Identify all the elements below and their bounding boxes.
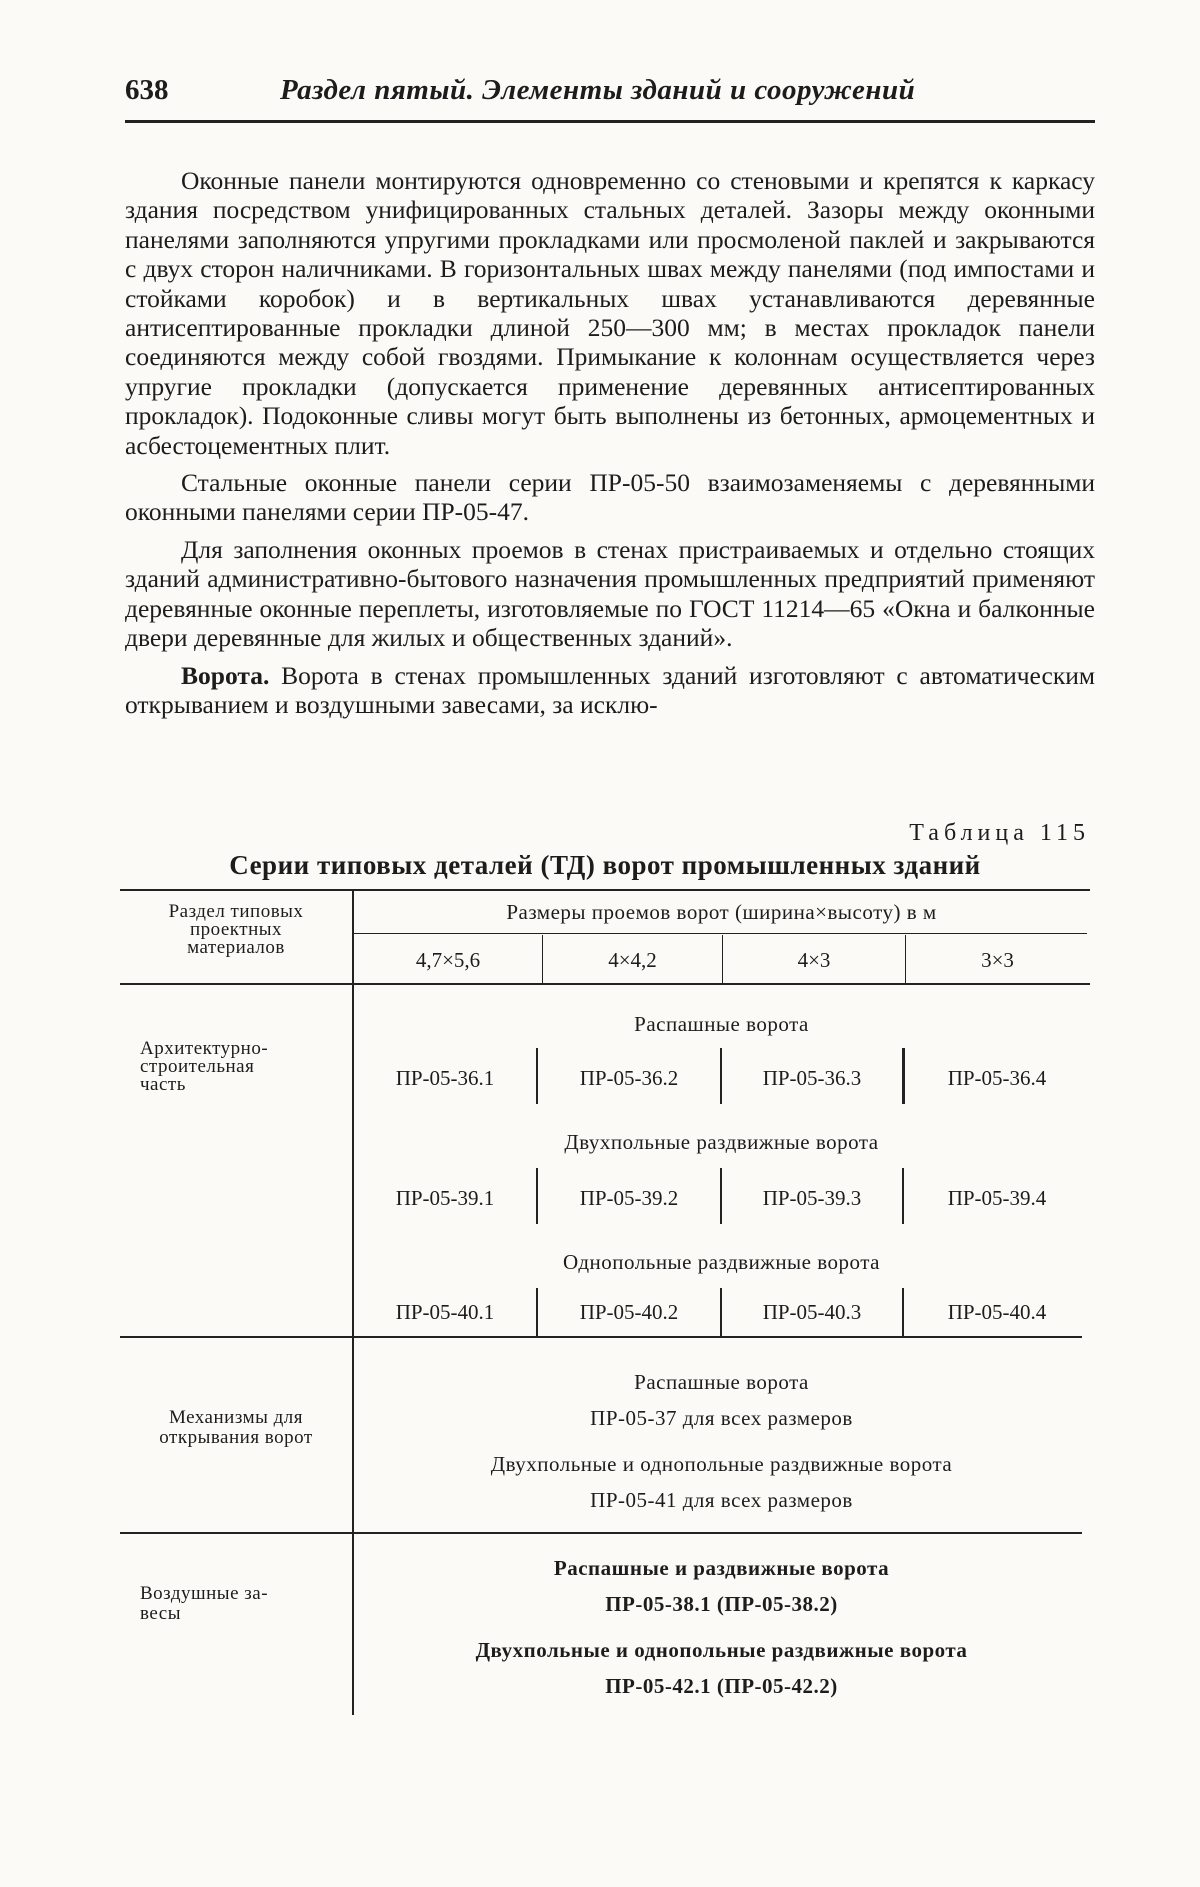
code-cell: ПР-05-36.4 bbox=[947, 1066, 1047, 1090]
group-title-double-sliding: Двухпольные раздвижные ворота bbox=[564, 1130, 879, 1154]
section-name-architectural bbox=[140, 1040, 340, 1094]
gates-lead: Ворота. bbox=[181, 660, 270, 690]
table-caption: Таблица 115 bbox=[909, 820, 1090, 846]
code-cell: ПР-05-39.4 bbox=[947, 1186, 1047, 1210]
col0-header-line: Раздел типовых bbox=[168, 901, 304, 922]
size-header: 4×3 bbox=[797, 948, 831, 972]
code-cell: ПР-05-40.2 bbox=[579, 1300, 679, 1324]
header-sub-rule bbox=[352, 933, 1087, 934]
code-divider bbox=[902, 1288, 904, 1336]
air-curtains-line: ПР-05-38.1 (ПР-05-38.2) bbox=[605, 1592, 838, 1616]
size-header: 4×4,2 bbox=[608, 948, 657, 972]
table-title: Серии типовых деталей (ТД) ворот промышленных зданий bbox=[229, 850, 981, 880]
section-name-mechanisms bbox=[120, 1408, 352, 1448]
paragraph-gates bbox=[125, 661, 1095, 720]
running-header bbox=[125, 70, 1095, 123]
mechanisms-line: ПР-05-37 для всех размеров bbox=[590, 1406, 853, 1430]
code-divider bbox=[902, 1168, 904, 1224]
section-rule-2 bbox=[120, 1532, 1082, 1534]
air-curtains-line: Распашные и раздвижные ворота bbox=[553, 1556, 890, 1580]
code-cell: ПР-05-36.2 bbox=[579, 1066, 679, 1090]
header-bottom-rule bbox=[120, 983, 1090, 985]
code-cell: ПР-05-40.4 bbox=[947, 1300, 1047, 1324]
code-cell: ПР-05-40.1 bbox=[395, 1300, 495, 1324]
section-name-line: Воздушные за- bbox=[140, 1583, 269, 1604]
col0-header-line: проектных bbox=[189, 919, 283, 940]
code-cell: ПР-05-39.2 bbox=[579, 1186, 679, 1210]
mechanisms-line: ПР-05-41 для всех размеров bbox=[590, 1488, 853, 1512]
group-title-swing: Распашные ворота bbox=[634, 1012, 809, 1036]
col0-header bbox=[120, 903, 352, 957]
code-cell: ПР-05-36.1 bbox=[395, 1066, 495, 1090]
section-name-line: открывания ворот bbox=[159, 1427, 313, 1448]
section-name-line: Архитектурно- bbox=[140, 1038, 269, 1059]
section-name-air-curtains bbox=[140, 1584, 340, 1624]
size-header: 4,7×5,6 bbox=[415, 948, 481, 972]
gates-text: Ворота в стенах промышленных зданий изготовляют с автоматическим открыванием и воздушными завесами, за исклю- bbox=[125, 660, 1095, 719]
code-cell: ПР-05-36.3 bbox=[762, 1066, 862, 1090]
page-number: 638 bbox=[125, 74, 169, 106]
mechanisms-line: Двухпольные и однопольные раздвижные ворота bbox=[490, 1452, 953, 1476]
section-name-line: весы bbox=[140, 1603, 181, 1624]
size-group-header: Размеры проемов ворот (ширина×высоту) в м bbox=[506, 900, 937, 924]
body-text bbox=[125, 166, 1095, 727]
mechanisms-line: Распашные ворота bbox=[634, 1370, 809, 1394]
code-cell: ПР-05-39.3 bbox=[762, 1186, 862, 1210]
table-top-rule bbox=[120, 889, 1090, 891]
paragraph-window-filling: Для заполнения оконных проемов в стенах пристраиваемых и отдельно стоящих зданий административно-бытового назначения промышленных предприятий применяют деревянные оконные переплеты, изготовляемые по ГОСТ 11214—65 «Окна и балконные двери деревянные для жилых и общественных зданий». bbox=[125, 534, 1095, 653]
code-cell: ПР-05-39.1 bbox=[395, 1186, 495, 1210]
air-curtains-line: Двухпольные и однопольные раздвижные ворота bbox=[475, 1638, 968, 1662]
paragraph-steel-panels: Стальные оконные панели серии ПР-05-50 взаимозаменяемы с деревянными оконными панелями серии ПР-05-47. bbox=[125, 468, 1095, 527]
section-name-line: часть bbox=[140, 1074, 186, 1095]
col0-header-line: материалов bbox=[187, 937, 285, 958]
running-title: Раздел пятый. Элементы зданий и сооружений bbox=[280, 74, 916, 106]
group-title-single-sliding: Однопольные раздвижные ворота bbox=[562, 1250, 880, 1274]
air-curtains-line: ПР-05-42.1 (ПР-05-42.2) bbox=[605, 1674, 838, 1698]
code-cell: ПР-05-40.3 bbox=[762, 1300, 862, 1324]
paragraph-window-panels: Оконные панели монтируются одновременно со стеновыми и крепятся к каркасу здания посредством унифицированных стальных деталей. Зазоры между оконными панелями заполняются упругими прокладками или просмоленой паклей и закрываются с двух сторон наличниками. В горизонтальных швах между панелями (под импостами и стойками коробок) и в вертикальных швах устанавливаются деревянные антисептированные прокладки длиной 250—300 мм; в местах прокладок панели соединяются между собой гвоздями. Примыкание к колоннам осуществляется через упругие прокладки (допускается применение деревянных антисептированных прокладок). Подоконные сливы могут быть выполнены из бетонных, армоцементных и асбестоцементных плит. bbox=[125, 166, 1095, 460]
section-name-line: строительная bbox=[140, 1056, 255, 1077]
section-rule-1 bbox=[120, 1336, 1082, 1338]
size-header: 3×3 bbox=[981, 948, 1014, 972]
section-name-line: Механизмы для bbox=[168, 1407, 303, 1428]
